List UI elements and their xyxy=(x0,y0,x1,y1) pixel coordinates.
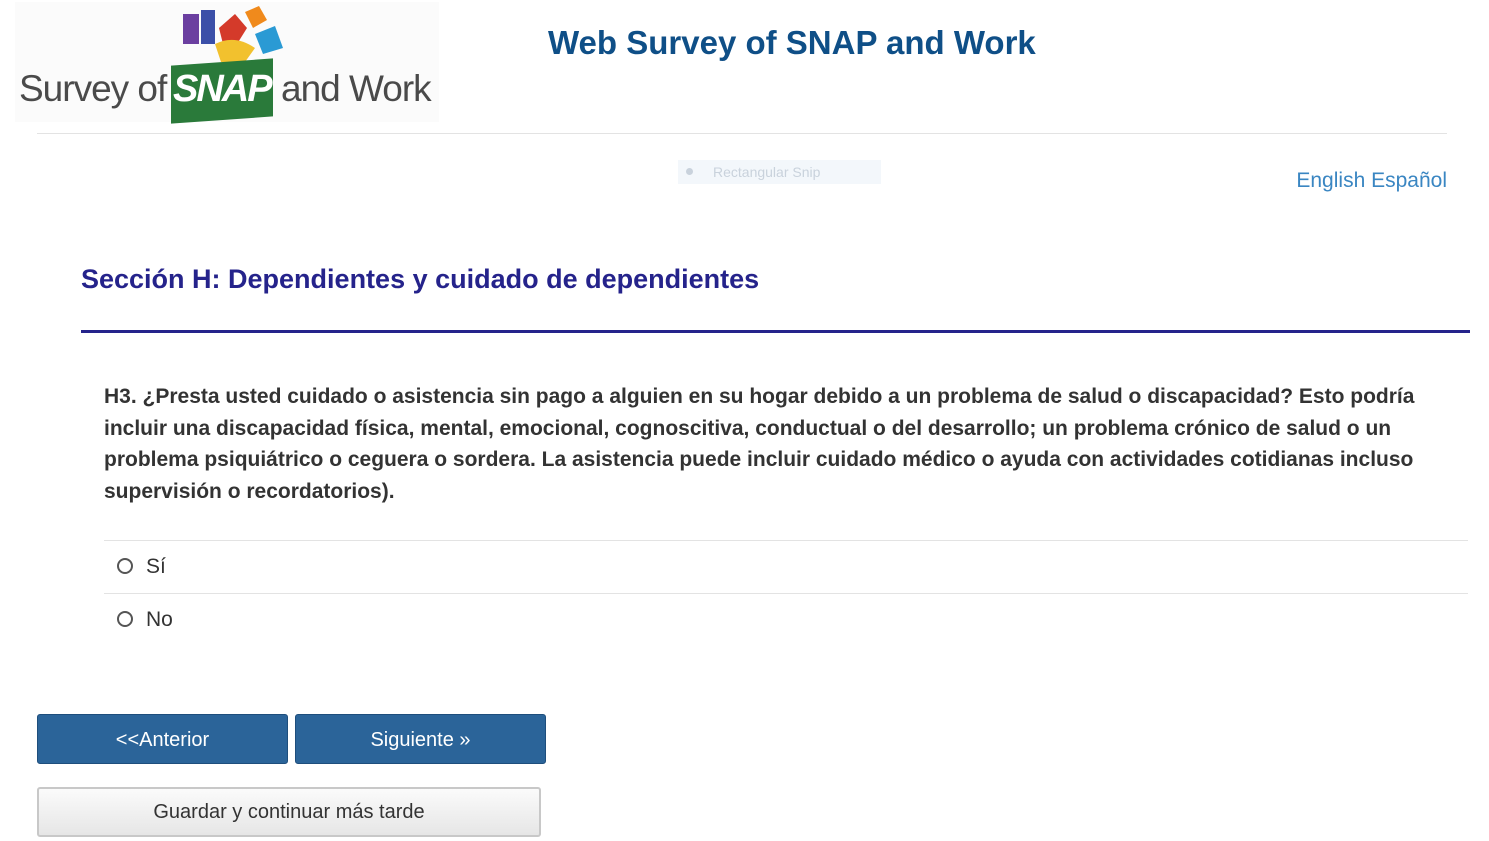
header-divider xyxy=(37,133,1447,134)
language-english-link[interactable]: English xyxy=(1296,169,1366,192)
next-button[interactable]: Siguiente » xyxy=(295,714,546,764)
section-title: Sección H: Dependientes y cuidado de dependientes xyxy=(81,264,760,294)
option-no[interactable] xyxy=(104,593,1468,646)
radio-button[interactable] xyxy=(117,611,133,627)
grocery-bag-icon xyxy=(175,4,285,66)
language-spanish-link[interactable]: Español xyxy=(1371,169,1447,192)
option-label: Sí xyxy=(146,555,166,578)
option-label: No xyxy=(146,608,173,631)
site-title: Web Survey of SNAP and Work xyxy=(548,24,1036,61)
language-switcher xyxy=(1296,169,1447,193)
survey-logo xyxy=(15,2,439,122)
logo-text-snap: SNAP xyxy=(173,68,271,110)
logo-text-and-work: and Work xyxy=(281,68,431,109)
logo-text-survey-of: Survey of xyxy=(19,68,167,109)
snip-tool-overlay xyxy=(678,160,881,184)
snip-label: Rectangular Snip xyxy=(713,164,821,180)
question-text: H3. ¿Presta usted cuidado o asistencia sin pago a alguien en su hogar debido a un problema de salud o discapacidad? Esto podría incluir una discapacidad física, mental, emocional, cognoscitiva, conductual o del desarrollo; un problema crónico de salud o un problema psiquiátrico o ceguera o sordera. La asistencia puede incluir cuidado médico o ayuda con actividades cotidianas incluso supervisión o recordatorios). xyxy=(104,385,1415,503)
snip-dot-icon xyxy=(686,168,693,175)
radio-button[interactable] xyxy=(117,558,133,574)
previous-button[interactable]: <<Anterior xyxy=(37,714,288,764)
save-continue-later-button[interactable]: Guardar y continuar más tarde xyxy=(37,787,541,837)
section-divider xyxy=(81,330,1470,333)
option-si[interactable] xyxy=(104,540,1468,593)
